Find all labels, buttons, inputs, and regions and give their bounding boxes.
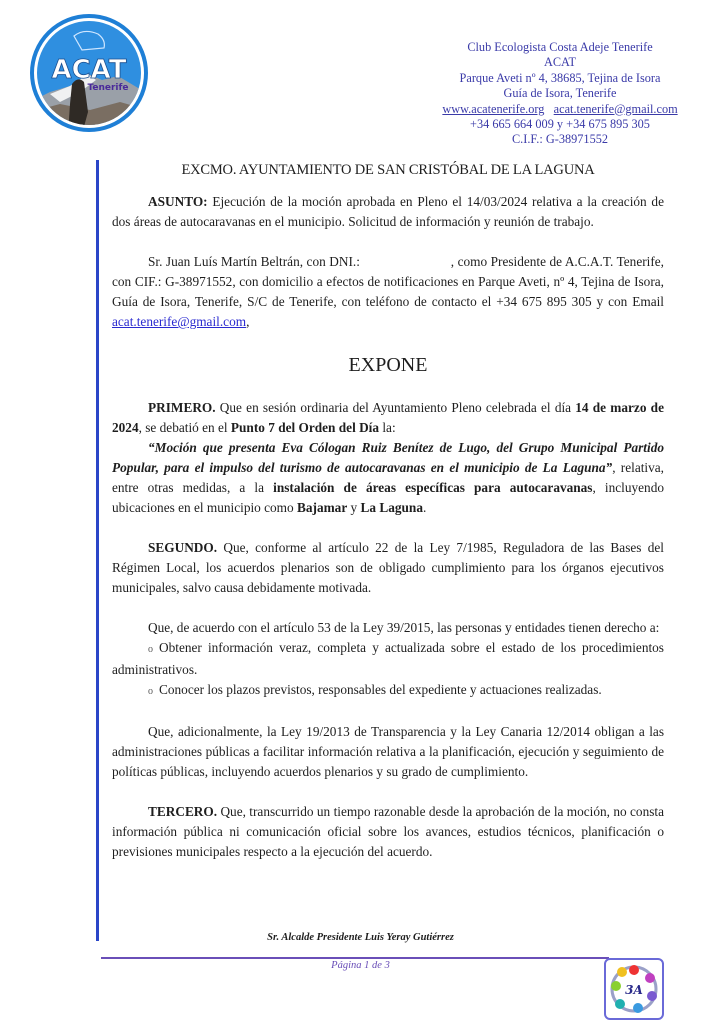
primero-text: , se debatió en el	[138, 420, 231, 435]
location-bajamar: Bajamar	[297, 500, 348, 515]
primero-label: PRIMERO.	[148, 400, 216, 415]
logo-acat-text: ACAT	[51, 55, 127, 85]
ley39-paragraph: Que, de acuerdo con el artículo 53 de la Ley 39/2015, las personas y entidades tienen derecho a:	[148, 620, 660, 635]
footer-signature: Sr. Alcalde Presidente Luis Yeray Gutiérrez	[267, 932, 454, 943]
website-link[interactable]: www.acatenerife.org	[442, 101, 545, 116]
location-la-laguna: La Laguna	[360, 500, 423, 515]
primero-text: y	[347, 500, 361, 515]
segundo-paragraph	[112, 538, 664, 598]
recipient-heading: EXCMO. AYUNTAMIENTO DE SAN CRISTÓBAL DE LA LAGUNA	[181, 162, 595, 178]
intro-email-link[interactable]: acat.tenerife@gmail.com	[112, 314, 247, 329]
dni-redacted	[360, 254, 451, 269]
primero-text: , incluyendo ubicaciones en el municipio como	[112, 480, 665, 515]
logo-tenerife-text: Tenerife	[87, 83, 129, 93]
vertical-rule	[96, 160, 99, 941]
page-label: Página	[331, 960, 362, 971]
org-phones: +34 665 664 009 y +34 675 895 305	[470, 117, 650, 132]
org-cif: C.I.F.: G-38971552	[511, 132, 609, 147]
intro-text-2: , como Presidente de A.C.A.T. Tenerife, con CIF.: G-38971552, con domicilio a efectos de notificaciones en Parque Aveti, nº 4, Tejina de Isora, Guía de Isora, Tenerife, S/C de Tenerife, con teléfono de contacto el +34 675 895 305 y con Email	[112, 254, 664, 309]
primero-punto: Punto 7 del Orden del Día	[230, 420, 380, 435]
letterhead	[395, 40, 721, 148]
org-city: Guía de Isora, Tenerife	[503, 86, 617, 101]
federation-logo-icon	[606, 960, 662, 1018]
acat-logo-emblem	[30, 14, 148, 132]
primero-date: 14 de marzo de 2024	[112, 400, 664, 435]
org-address: Parque Aveti nº 4, 38685, Tejina de Isora	[459, 70, 661, 85]
primero-text: Que en sesión ordinaria del Ayuntamiento Pleno celebrada el día	[215, 400, 576, 415]
rights-list	[112, 638, 664, 702]
primero-text: , relativa, entre otras medidas, a la	[112, 460, 664, 495]
email-link[interactable]: acat.tenerife@gmail.com	[553, 101, 678, 116]
org-name: Club Ecologista Costa Adeje Tenerife	[467, 40, 653, 54]
segundo-text: Que, conforme al artículo 22 de la Ley 7/1985, Reguladora de las Bases del Régimen Local, los acuerdos plenarios son de obligado cumplimiento para los órganos ejecutivos municipales, salvo causa debidamente motivada.	[112, 540, 664, 595]
intro-paragraph	[112, 252, 664, 332]
motion-quote: “Moción que presenta Eva Cólogan Ruiz Benítez de Lugo, del Grupo Municipal Partido Popular, para el impulso del turismo de autocaravanas en el municipio de La Laguna”	[112, 440, 664, 475]
primero-areas: instalación de áreas específicas para autocaravanas	[273, 480, 593, 495]
segundo-label: SEGUNDO.	[148, 540, 218, 555]
svg-text:3A: 3A	[625, 983, 643, 997]
org-links	[395, 102, 721, 117]
asunto-label: ASUNTO:	[148, 194, 208, 209]
acat-logo	[30, 14, 148, 132]
bullet-circle-icon: o	[148, 686, 153, 697]
federation-logo	[604, 958, 664, 1020]
primero-paragraph	[112, 398, 664, 518]
intro-end: ,	[246, 314, 250, 329]
footer-rule	[101, 957, 609, 959]
transparencia-paragraph: Que, adicionalmente, la Ley 19/2013 de Transparencia y la Ley Canaria 12/2014 obligan a las administraciones públicas a facilitar información relativa a la planificación, ejecución y seguimiento de políticas públicas, incluyendo acuerdos plenarios y su grado de cumplimiento.	[112, 724, 664, 779]
primero-text: la:	[379, 420, 396, 435]
list-item	[112, 638, 664, 680]
letter-body	[112, 160, 664, 882]
page-total: 3	[384, 960, 390, 971]
list-item-text: Obtener información veraz, completa y actualizada sobre el estado de los procedimientos administrativos.	[112, 640, 664, 677]
intro-text-1: Sr. Juan Luís Martín Beltrán, con DNI.:	[148, 254, 360, 269]
tercero-text: Que, transcurrido un tiempo razonable desde la aprobación de la moción, no consta información pública ni comunicación oficial sobre los avances, estudios técnicos, planificación o previsiones municipales respecto a la ejecución del acuerdo.	[112, 804, 664, 859]
section-title: EXPONE	[348, 354, 428, 376]
tercero-label: TERCERO.	[148, 804, 218, 819]
page-current: 1	[364, 960, 370, 971]
list-item-text: Conocer los plazos previstos, responsables del expediente y actuaciones realizadas.	[159, 682, 602, 697]
org-acronym: ACAT	[543, 55, 577, 70]
list-item	[112, 680, 664, 702]
tercero-paragraph	[112, 802, 664, 862]
asunto-text: Ejecución de la moción aprobada en Pleno el 14/03/2024 relativa a la creación de dos áreas de autocaravanas en el municipio. Solicitud de información y reunión de trabajo.	[112, 194, 664, 229]
primero-text: .	[422, 500, 427, 515]
page-of: de	[372, 960, 382, 971]
asunto-paragraph	[112, 192, 664, 232]
bullet-circle-icon: o	[148, 644, 153, 655]
